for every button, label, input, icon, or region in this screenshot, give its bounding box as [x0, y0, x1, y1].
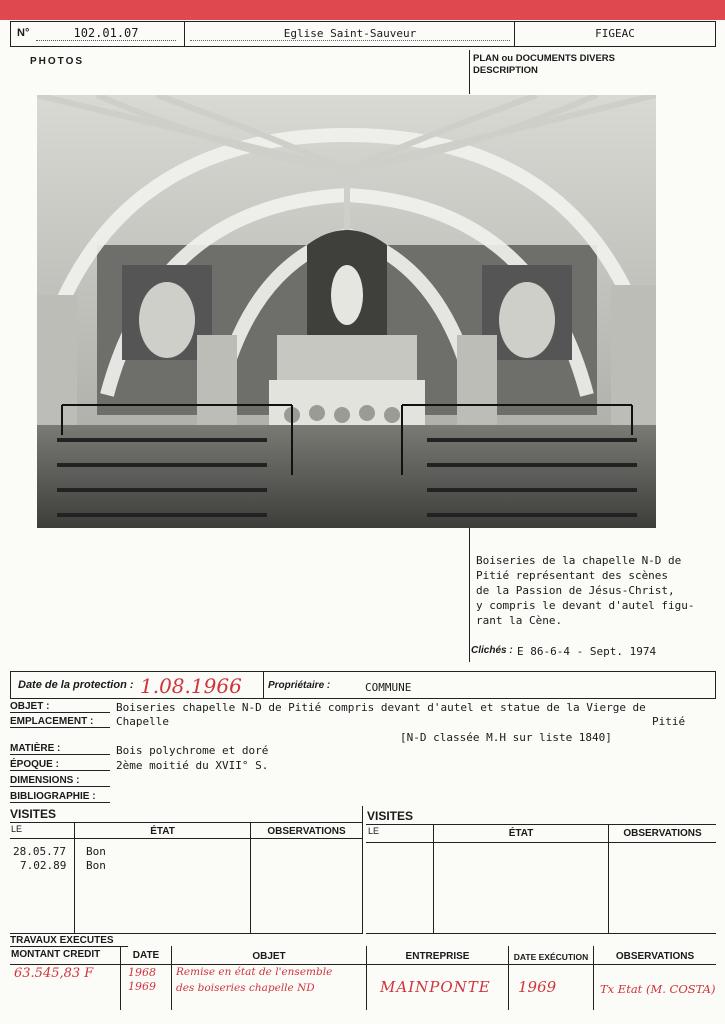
photos-label: PHOTOS	[30, 56, 85, 67]
visit-row-2-date: 7.02.89	[20, 859, 67, 872]
red-top-band	[0, 0, 725, 20]
travaux-date-exec-value: 1969	[518, 978, 557, 996]
objet-value: Boiseries chapelle N-D de Pitié compris devant d'autel et statue de la Vierge de	[116, 701, 646, 714]
visites-left-etat-header: ÉTAT	[150, 826, 175, 837]
visites-left-title: VISITES	[10, 807, 57, 821]
travaux-objet-line-1: Remise en état de l'ensemble	[176, 966, 333, 978]
visites-left-le: LE	[11, 824, 23, 834]
monument-number: 102.01.07	[36, 26, 176, 41]
visit-row-1-etat: Bon	[86, 845, 106, 858]
owner-value: COMMUNE	[365, 681, 412, 694]
plan-label: PLAN ou DOCUMENTS DIVERS DESCRIPTION	[473, 53, 615, 76]
matiere-label: MATIÈRE :	[10, 743, 61, 754]
travaux-title: TRAVAUX EXECUTES	[10, 935, 114, 946]
objet-label: OBJET :	[10, 701, 50, 712]
dimensions-label: DIMENSIONS :	[10, 775, 80, 786]
cliches-label: Clichés :	[471, 645, 513, 656]
chapel-photo	[37, 95, 656, 528]
epoque-label: ÉPOQUE :	[10, 759, 59, 770]
travaux-obs-value: Tx Etat (M. COSTA)	[600, 982, 716, 996]
number-label: N°	[17, 27, 30, 39]
travaux-date-1: 1968	[128, 966, 156, 979]
classification-note: [N-D classée M.H sur liste 1840]	[400, 731, 612, 744]
travaux-date-2: 1969	[128, 980, 156, 993]
cliches-value: E 86-6-4 - Sept. 1974	[517, 645, 657, 658]
travaux-objet-line-2: des boiseries chapelle ND	[176, 982, 315, 994]
epoque-value: 2ème moitié du XVII° S.	[116, 759, 269, 772]
travaux-montant-value: 63.545,83 F	[14, 966, 94, 981]
travaux-entreprise-header: ENTREPRISE	[405, 951, 470, 962]
travaux-date-header: DATE	[132, 950, 160, 961]
emplacement-value: Chapelle	[116, 715, 169, 728]
visit-row-1-date: 28.05.77	[13, 845, 66, 858]
visites-right-obs-header: OBSERVATIONS	[623, 828, 702, 839]
visites-right-etat-header: ÉTAT	[508, 828, 534, 839]
description-text: Boiseries de la chapelle N-D de Pitié représentant des scènes de la Passion de Jésus-Christ, y compris le devant d'autel figu- rant la Cène.	[476, 554, 695, 627]
travaux-montant-header: MONTANT CREDIT	[11, 949, 101, 960]
travaux-date-exec-header: DATE EXÉCUTION	[513, 952, 589, 962]
travaux-obs-header: OBSERVATIONS	[615, 951, 695, 962]
matiere-value: Bois polychrome et doré	[116, 744, 269, 757]
protection-date-value: 1.08.1966	[140, 674, 242, 698]
travaux-objet-header: OBJET	[252, 951, 286, 962]
visit-row-2-etat: Bon	[86, 859, 106, 872]
commune-name: FIGEAC	[595, 27, 635, 40]
objet-value-continued: Pitié	[652, 715, 686, 728]
monument-name: Eglise Saint-Sauveur	[190, 27, 510, 41]
travaux-entreprise-value: MAINPONTE	[380, 978, 491, 996]
owner-label: Propriétaire :	[268, 680, 331, 691]
chapel-photo-image	[37, 95, 656, 528]
bibliographie-label: BIBLIOGRAPHIE :	[10, 791, 96, 802]
visites-left-obs-header: OBSERVATIONS	[267, 826, 346, 837]
emplacement-label: EMPLACEMENT :	[10, 716, 94, 727]
visites-right-le: LE	[368, 826, 380, 836]
protection-date-label: Date de la protection :	[18, 679, 134, 691]
visites-right-title: VISITES	[367, 809, 414, 823]
